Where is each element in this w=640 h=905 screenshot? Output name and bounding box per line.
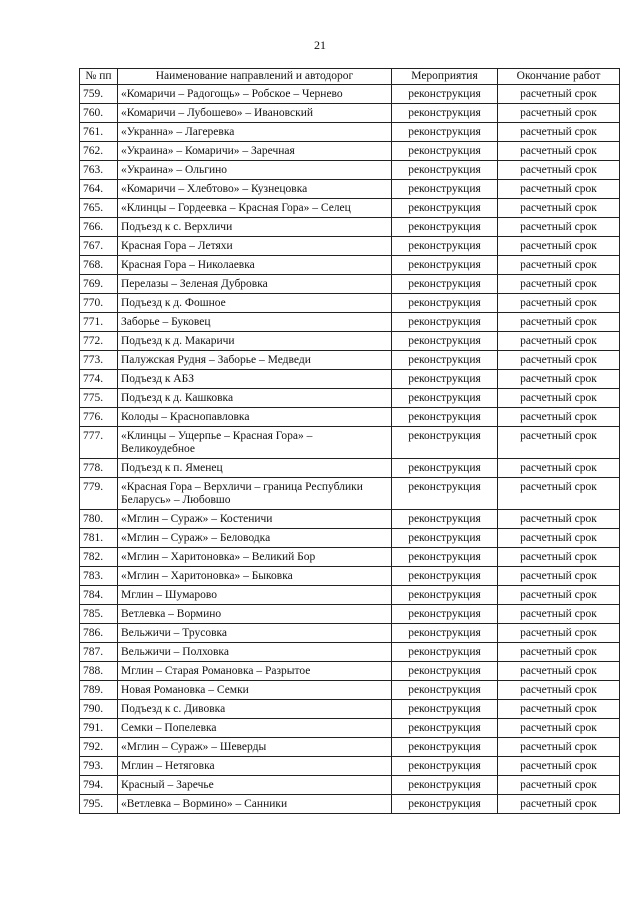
table-row: [80, 548, 620, 567]
measure: реконструкция: [392, 510, 498, 529]
table-row: [80, 624, 620, 643]
completion: расчетный срок: [498, 313, 620, 332]
table-row: [80, 719, 620, 738]
row-number: 786.: [80, 624, 118, 643]
table-row: [80, 776, 620, 795]
table-row: [80, 237, 620, 256]
table-row: [80, 662, 620, 681]
row-number: 793.: [80, 757, 118, 776]
measure: реконструкция: [392, 123, 498, 142]
route-name: Семки – Попелевка: [118, 719, 392, 738]
table-row: [80, 643, 620, 662]
completion: расчетный срок: [498, 218, 620, 237]
route-name: «Комаричи – Хлебтово» – Кузнецовка: [118, 180, 392, 199]
route-name: «Украина» – Комаричи» – Заречная: [118, 142, 392, 161]
measure: реконструкция: [392, 624, 498, 643]
table-row: [80, 275, 620, 294]
completion: расчетный срок: [498, 256, 620, 275]
measure: реконструкция: [392, 237, 498, 256]
row-number: 768.: [80, 256, 118, 275]
row-number: 789.: [80, 681, 118, 700]
roads-table: [79, 68, 620, 814]
row-number: 788.: [80, 662, 118, 681]
completion: расчетный срок: [498, 478, 620, 510]
route-name: «Комаричи – Лубошево» – Ивановский: [118, 104, 392, 123]
row-number: 760.: [80, 104, 118, 123]
route-name: Ветлевка – Вормино: [118, 605, 392, 624]
route-name: «Ветлевка – Вормино» – Санники: [118, 795, 392, 814]
table-row: [80, 256, 620, 275]
completion: расчетный срок: [498, 548, 620, 567]
table-row: [80, 510, 620, 529]
route-name: Перелазы – Зеленая Дубровка: [118, 275, 392, 294]
table-row: [80, 700, 620, 719]
row-number: 759.: [80, 85, 118, 104]
route-name: Вельжичи – Полховка: [118, 643, 392, 662]
measure: реконструкция: [392, 142, 498, 161]
table-row: [80, 681, 620, 700]
table-row: [80, 199, 620, 218]
table-row: [80, 123, 620, 142]
row-number: 784.: [80, 586, 118, 605]
completion: расчетный срок: [498, 408, 620, 427]
measure: реконструкция: [392, 567, 498, 586]
table-header-row: [80, 69, 620, 85]
row-number: 769.: [80, 275, 118, 294]
table-row: [80, 104, 620, 123]
table-row: [80, 85, 620, 104]
completion: расчетный срок: [498, 294, 620, 313]
table-row: [80, 161, 620, 180]
completion: расчетный срок: [498, 427, 620, 459]
row-number: 761.: [80, 123, 118, 142]
route-name: Подъезд к АБЗ: [118, 370, 392, 389]
page-number: 21: [314, 38, 326, 52]
measure: реконструкция: [392, 586, 498, 605]
table-row: [80, 408, 620, 427]
route-name: «Клинцы – Гордеевка – Красная Гора» – Селец: [118, 199, 392, 218]
measure: реконструкция: [392, 85, 498, 104]
measure: реконструкция: [392, 180, 498, 199]
measure: реконструкция: [392, 427, 498, 459]
route-name: Мглин – Старая Романовка – Разрытое: [118, 662, 392, 681]
row-number: 780.: [80, 510, 118, 529]
measure: реконструкция: [392, 199, 498, 218]
measure: реконструкция: [392, 478, 498, 510]
measure: реконструкция: [392, 548, 498, 567]
measure: реконструкция: [392, 776, 498, 795]
measure: реконструкция: [392, 719, 498, 738]
completion: расчетный срок: [498, 351, 620, 370]
completion: расчетный срок: [498, 719, 620, 738]
row-number: 770.: [80, 294, 118, 313]
route-name: Красная Гора – Николаевка: [118, 256, 392, 275]
table-row: [80, 586, 620, 605]
table-row: [80, 427, 620, 459]
route-name: «Украина» – Ольгино: [118, 161, 392, 180]
completion: расчетный срок: [498, 142, 620, 161]
measure: реконструкция: [392, 370, 498, 389]
route-name: «Мглин – Сураж» – Костеничи: [118, 510, 392, 529]
row-number: 767.: [80, 237, 118, 256]
completion: расчетный срок: [498, 795, 620, 814]
completion: расчетный срок: [498, 370, 620, 389]
measure: реконструкция: [392, 795, 498, 814]
measure: реконструкция: [392, 104, 498, 123]
route-name: Заборье – Буковец: [118, 313, 392, 332]
route-name: Колоды – Краснопавловка: [118, 408, 392, 427]
row-number: 787.: [80, 643, 118, 662]
table-row: [80, 389, 620, 408]
measure: реконструкция: [392, 738, 498, 757]
measure: реконструкция: [392, 313, 498, 332]
row-number: 766.: [80, 218, 118, 237]
completion: расчетный срок: [498, 459, 620, 478]
measure: реконструкция: [392, 218, 498, 237]
route-name: «Мглин – Харитоновка» – Великий Бор: [118, 548, 392, 567]
completion: расчетный срок: [498, 757, 620, 776]
row-number: 778.: [80, 459, 118, 478]
table-row: [80, 294, 620, 313]
measure: реконструкция: [392, 275, 498, 294]
completion: расчетный срок: [498, 85, 620, 104]
row-number: 795.: [80, 795, 118, 814]
row-number: 783.: [80, 567, 118, 586]
measure: реконструкция: [392, 389, 498, 408]
measure: реконструкция: [392, 643, 498, 662]
route-name: Красный – Заречье: [118, 776, 392, 795]
route-name: Подъезд к д. Макаричи: [118, 332, 392, 351]
table-row: [80, 142, 620, 161]
completion: расчетный срок: [498, 586, 620, 605]
row-number: 792.: [80, 738, 118, 757]
measure: реконструкция: [392, 700, 498, 719]
route-name: Подъезд к д. Фошное: [118, 294, 392, 313]
route-name: «Красная Гора – Верхличи – граница Республики Беларусь» – Любовшо: [118, 478, 392, 510]
route-name: «Комаричи – Радогощь» – Робское – Чернево: [118, 85, 392, 104]
completion: расчетный срок: [498, 567, 620, 586]
route-name: Подъезд к д. Кашковка: [118, 389, 392, 408]
header-number: № пп: [80, 69, 118, 85]
measure: реконструкция: [392, 662, 498, 681]
header-measures: Мероприятия: [392, 69, 498, 85]
table-row: [80, 459, 620, 478]
row-number: 775.: [80, 389, 118, 408]
completion: расчетный срок: [498, 681, 620, 700]
header-route-name: Наименование направлений и автодорог: [118, 69, 392, 85]
table-row: [80, 605, 620, 624]
row-number: 763.: [80, 161, 118, 180]
route-name: «Мглин – Харитоновка» – Быковка: [118, 567, 392, 586]
completion: расчетный срок: [498, 529, 620, 548]
row-number: 774.: [80, 370, 118, 389]
row-number: 771.: [80, 313, 118, 332]
table-row: [80, 795, 620, 814]
completion: расчетный срок: [498, 104, 620, 123]
measure: реконструкция: [392, 294, 498, 313]
measure: реконструкция: [392, 529, 498, 548]
completion: расчетный срок: [498, 161, 620, 180]
measure: реконструкция: [392, 161, 498, 180]
measure: реконструкция: [392, 256, 498, 275]
table-row: [80, 478, 620, 510]
table-row: [80, 370, 620, 389]
row-number: 772.: [80, 332, 118, 351]
completion: расчетный срок: [498, 389, 620, 408]
route-name: Мглин – Шумарово: [118, 586, 392, 605]
measure: реконструкция: [392, 332, 498, 351]
completion: расчетный срок: [498, 199, 620, 218]
row-number: 791.: [80, 719, 118, 738]
measure: реконструкция: [392, 757, 498, 776]
completion: расчетный срок: [498, 605, 620, 624]
completion: расчетный срок: [498, 510, 620, 529]
completion: расчетный срок: [498, 123, 620, 142]
table-row: [80, 529, 620, 548]
row-number: 785.: [80, 605, 118, 624]
table-row: [80, 351, 620, 370]
route-name: «Клинцы – Ущерпье – Красная Гора» – Великоудебное: [118, 427, 392, 459]
table-row: [80, 567, 620, 586]
route-name: Красная Гора – Летяхи: [118, 237, 392, 256]
route-name: Мглин – Нетяговка: [118, 757, 392, 776]
table-body: [80, 85, 620, 814]
completion: расчетный срок: [498, 643, 620, 662]
route-name: Палужская Рудня – Заборье – Медведи: [118, 351, 392, 370]
row-number: 762.: [80, 142, 118, 161]
completion: расчетный срок: [498, 662, 620, 681]
completion: расчетный срок: [498, 738, 620, 757]
row-number: 764.: [80, 180, 118, 199]
measure: реконструкция: [392, 459, 498, 478]
route-name: «Мглин – Сураж» – Шеверды: [118, 738, 392, 757]
route-name: «Укранна» – Лагеревка: [118, 123, 392, 142]
route-name: «Мглин – Сураж» – Беловодка: [118, 529, 392, 548]
route-name: Подъезд к с. Верхличи: [118, 218, 392, 237]
table-row: [80, 332, 620, 351]
table-row: [80, 738, 620, 757]
route-name: Подъезд к с. Дивовка: [118, 700, 392, 719]
table-row: [80, 757, 620, 776]
measure: реконструкция: [392, 351, 498, 370]
header-completion: Окончание работ: [498, 69, 620, 85]
row-number: 776.: [80, 408, 118, 427]
row-number: 781.: [80, 529, 118, 548]
measure: реконструкция: [392, 681, 498, 700]
row-number: 782.: [80, 548, 118, 567]
row-number: 790.: [80, 700, 118, 719]
completion: расчетный срок: [498, 237, 620, 256]
route-name: Новая Романовка – Семки: [118, 681, 392, 700]
completion: расчетный срок: [498, 332, 620, 351]
row-number: 765.: [80, 199, 118, 218]
row-number: 777.: [80, 427, 118, 459]
route-name: Подъезд к п. Яменец: [118, 459, 392, 478]
completion: расчетный срок: [498, 700, 620, 719]
table-row: [80, 313, 620, 332]
table-row: [80, 180, 620, 199]
measure: реконструкция: [392, 605, 498, 624]
route-name: Вельжичи – Трусовка: [118, 624, 392, 643]
row-number: 773.: [80, 351, 118, 370]
completion: расчетный срок: [498, 180, 620, 199]
completion: расчетный срок: [498, 624, 620, 643]
measure: реконструкция: [392, 408, 498, 427]
table-row: [80, 218, 620, 237]
completion: расчетный срок: [498, 275, 620, 294]
row-number: 794.: [80, 776, 118, 795]
row-number: 779.: [80, 478, 118, 510]
completion: расчетный срок: [498, 776, 620, 795]
